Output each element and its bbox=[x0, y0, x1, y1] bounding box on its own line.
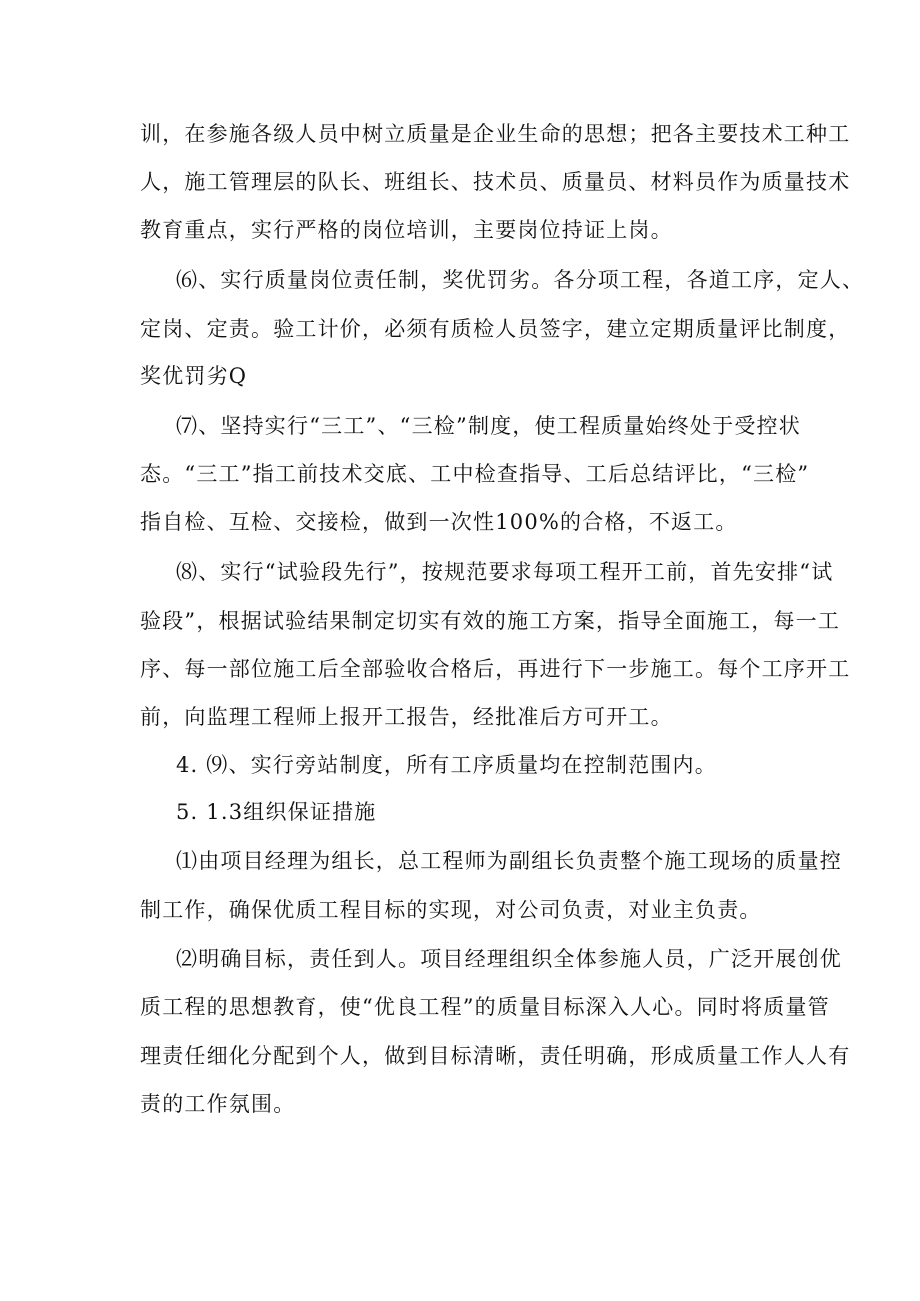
text-line: ⑴由项目经理为组长，总工程师为副组长负责整个施工现场的质量控 bbox=[176, 849, 842, 873]
text-line: 4. ⑼、实行旁站制度，所有工序质量均在控制范围内。 bbox=[176, 753, 717, 777]
text-line: 人，施工管理层的队长、班组长、技术员、质量员、材料员作为质量技术 bbox=[140, 170, 851, 194]
text-line: ⑻、实行“试验段先行”，按规范要求每项工程开工前，首先安排“试 bbox=[176, 560, 834, 584]
text-line: ⑹、实行质量岗位责任制，奖优罚劣。各分项工程，各道工序，定人、 bbox=[176, 268, 865, 292]
text-line: 质工程的思想教育，使“优良工程”的质量目标深入人心。同时将质量管 bbox=[140, 995, 830, 1019]
text-line: 指自检、互检、交接检，做到一次性100%的合格，不返工。 bbox=[140, 510, 738, 534]
text-line: 责的工作氛围。 bbox=[140, 1092, 296, 1116]
text-line: 奖优罚劣Q bbox=[140, 364, 248, 388]
text-line: 验段”，根据试验结果制定切实有效的施工方案，指导全面施工，每一工 bbox=[140, 609, 841, 633]
text-line: ⑺、坚持实行“三工”、“三检”制度，使工程质量始终处于受控状 bbox=[176, 414, 801, 438]
text-line: 定岗、定责。验工计价，必须有质检人员签字，建立定期质量评比制度， bbox=[140, 317, 851, 341]
section-heading: 5. 1.3组织保证措施 bbox=[176, 800, 377, 824]
text-line: 教育重点，实行严格的岗位培训，主要岗位持证上岗。 bbox=[140, 218, 673, 242]
text-line: 态。“三工”指工前技术交底、工中检查指导、工后总结评比，“三检” bbox=[140, 462, 810, 486]
text-line: ⑵明确目标，责任到人。项目经理组织全体参施人员，广泛开展创优 bbox=[176, 947, 842, 971]
text-line: 制工作，确保优质工程目标的实现，对公司负责，对业主负责。 bbox=[140, 898, 762, 922]
text-line: 训，在参施各级人员中树立质量是企业生命的思想；把各主要技术工种工 bbox=[140, 122, 851, 146]
text-line: 前，向监理工程师上报开工报告，经批准后方可开工。 bbox=[140, 705, 673, 729]
text-line: 序、每一部位施工后全部验收合格后，再进行下一步施工。每个工序开工 bbox=[140, 657, 851, 681]
text-line: 理责任细化分配到个人，做到目标清晰，责任明确，形成质量工作人人有 bbox=[140, 1044, 851, 1068]
